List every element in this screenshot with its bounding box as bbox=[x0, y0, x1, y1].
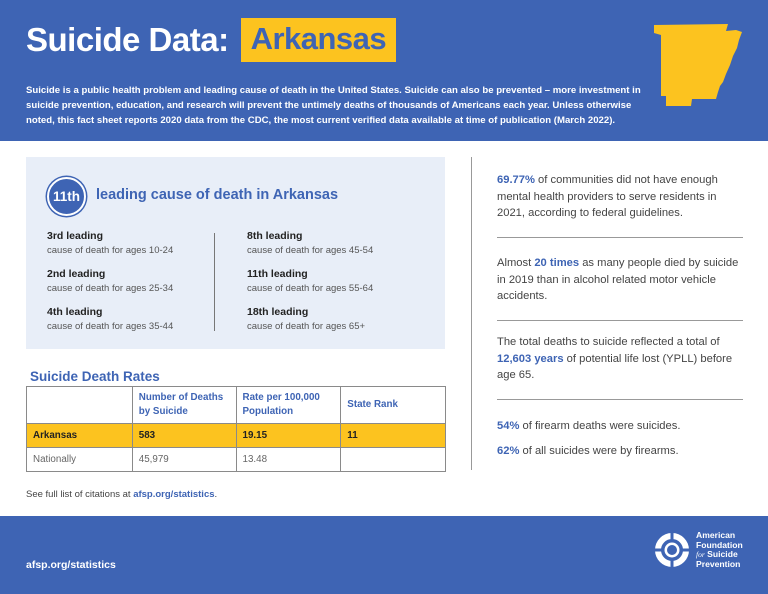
citation-prefix: See full list of citations at bbox=[26, 489, 134, 500]
table-row-national bbox=[27, 448, 446, 472]
rank-item bbox=[247, 230, 373, 256]
rank-item-desc: cause of death for ages 55-64 bbox=[247, 283, 374, 294]
rank-item-label: 4th leading bbox=[47, 306, 103, 318]
table-cell: 11 bbox=[341, 424, 446, 448]
logo-line-foundation: Foundation bbox=[696, 539, 743, 550]
title-row bbox=[26, 18, 396, 62]
logo-line: Prevention bbox=[696, 558, 741, 569]
page-title: Suicide Data: bbox=[26, 21, 229, 58]
table-header-cell: Rate per 100,000 Population bbox=[236, 387, 341, 424]
fact-item bbox=[497, 255, 747, 305]
header bbox=[0, 0, 768, 141]
table-cell: 583 bbox=[132, 424, 236, 448]
table-cell: Arkansas bbox=[27, 424, 133, 448]
logo-line: American bbox=[696, 530, 736, 540]
table-header-row bbox=[27, 387, 446, 424]
rank-item-label: 8th leading bbox=[247, 230, 303, 242]
table-cell bbox=[341, 448, 446, 472]
rank-item bbox=[247, 306, 365, 332]
rates-table bbox=[26, 386, 446, 472]
rank-item-desc: cause of death for ages 35-44 bbox=[47, 321, 174, 332]
fact-highlight: 54% bbox=[497, 420, 520, 432]
citation-note bbox=[26, 489, 217, 500]
table-header-cell: Number of Deaths by Suicide bbox=[132, 387, 236, 424]
fact-text: as many people died by suicide in 2019 than in alcohol related motor vehicle accidents. bbox=[497, 257, 739, 302]
lifebuoy-icon bbox=[655, 533, 689, 567]
fact-highlight: 62% bbox=[497, 445, 520, 457]
fact-item bbox=[497, 418, 747, 435]
fact-text: of firearm deaths were suicides. bbox=[519, 420, 681, 432]
rank-item-label: 2nd leading bbox=[47, 268, 106, 280]
rank-divider bbox=[214, 233, 215, 331]
rank-heading: leading cause of death in Arkansas bbox=[96, 187, 339, 203]
rank-item bbox=[47, 306, 173, 332]
citation-link[interactable]: afsp.org/statistics bbox=[133, 489, 215, 500]
table-cell: 45,979 bbox=[132, 448, 236, 472]
leading-cause-panel bbox=[26, 157, 445, 349]
intro-paragraph: Suicide is a public health problem and leading cause of death in the United States. Suicide can also be prevented – more investment in suicide prevention, education, and research will prevent the untimely deaths of thousands of Americans each year. Unless otherwise noted, this fact sheet reports 2020 data from the CDC, the most current verified data available at time of publication (March 2022). bbox=[26, 85, 641, 126]
rank-item bbox=[47, 268, 173, 294]
rank-item bbox=[47, 230, 173, 256]
footer bbox=[0, 516, 768, 594]
rank-item bbox=[247, 268, 373, 294]
table-cell: 13.48 bbox=[236, 448, 341, 472]
rank-badge: 11th bbox=[47, 177, 86, 216]
fact-item bbox=[497, 172, 747, 222]
rank-item-label: 11th leading bbox=[247, 268, 308, 280]
table-cell: Nationally bbox=[27, 448, 133, 472]
fact-item bbox=[497, 443, 747, 460]
footer-url-link[interactable]: afsp.org/statistics bbox=[26, 559, 116, 571]
fact-text: of communities did not have enough mental health providers to serve residents in 2021, according to federal guidelines. bbox=[497, 174, 718, 219]
fact-text: of all suicides were by firearms. bbox=[519, 445, 679, 457]
fact-divider bbox=[497, 320, 743, 321]
fact-divider bbox=[497, 399, 743, 400]
table-cell: 19.15 bbox=[236, 424, 341, 448]
rank-item-desc: cause of death for ages 65+ bbox=[247, 321, 366, 332]
table-header-cell: State Rank bbox=[341, 387, 446, 424]
fact-pre: Almost bbox=[497, 257, 535, 269]
table-row-state bbox=[27, 424, 446, 448]
logo-line-suicide: Suicide bbox=[707, 549, 738, 559]
logo-line-for: for bbox=[696, 550, 705, 559]
rank-item-label: 3rd leading bbox=[47, 230, 104, 242]
state-name-badge: Arkansas bbox=[241, 18, 397, 62]
arkansas-map-icon bbox=[652, 22, 744, 108]
rank-item-desc: cause of death for ages 10-24 bbox=[47, 245, 174, 256]
fact-pre: The total deaths to suicide reflected a total of bbox=[497, 336, 720, 348]
fact-item bbox=[497, 334, 747, 384]
citation-suffix: . bbox=[214, 489, 218, 500]
fact-highlight: 69.77% bbox=[497, 174, 535, 186]
table-header-cell bbox=[27, 387, 133, 424]
fact-highlight: 12,603 years bbox=[497, 352, 564, 365]
footer-logo-text bbox=[696, 531, 743, 569]
column-divider bbox=[471, 157, 472, 470]
fact-text: of potential life lost (YPLL) before age 65. bbox=[497, 352, 733, 381]
fact-highlight: 20 times bbox=[534, 257, 580, 269]
rank-item-desc: cause of death for ages 45-54 bbox=[247, 245, 374, 256]
fact-divider bbox=[497, 237, 743, 238]
rank-item-label: 18th leading bbox=[247, 306, 309, 318]
rates-title: Suicide Death Rates bbox=[30, 369, 160, 384]
rank-item-desc: cause of death for ages 25-34 bbox=[47, 283, 174, 294]
